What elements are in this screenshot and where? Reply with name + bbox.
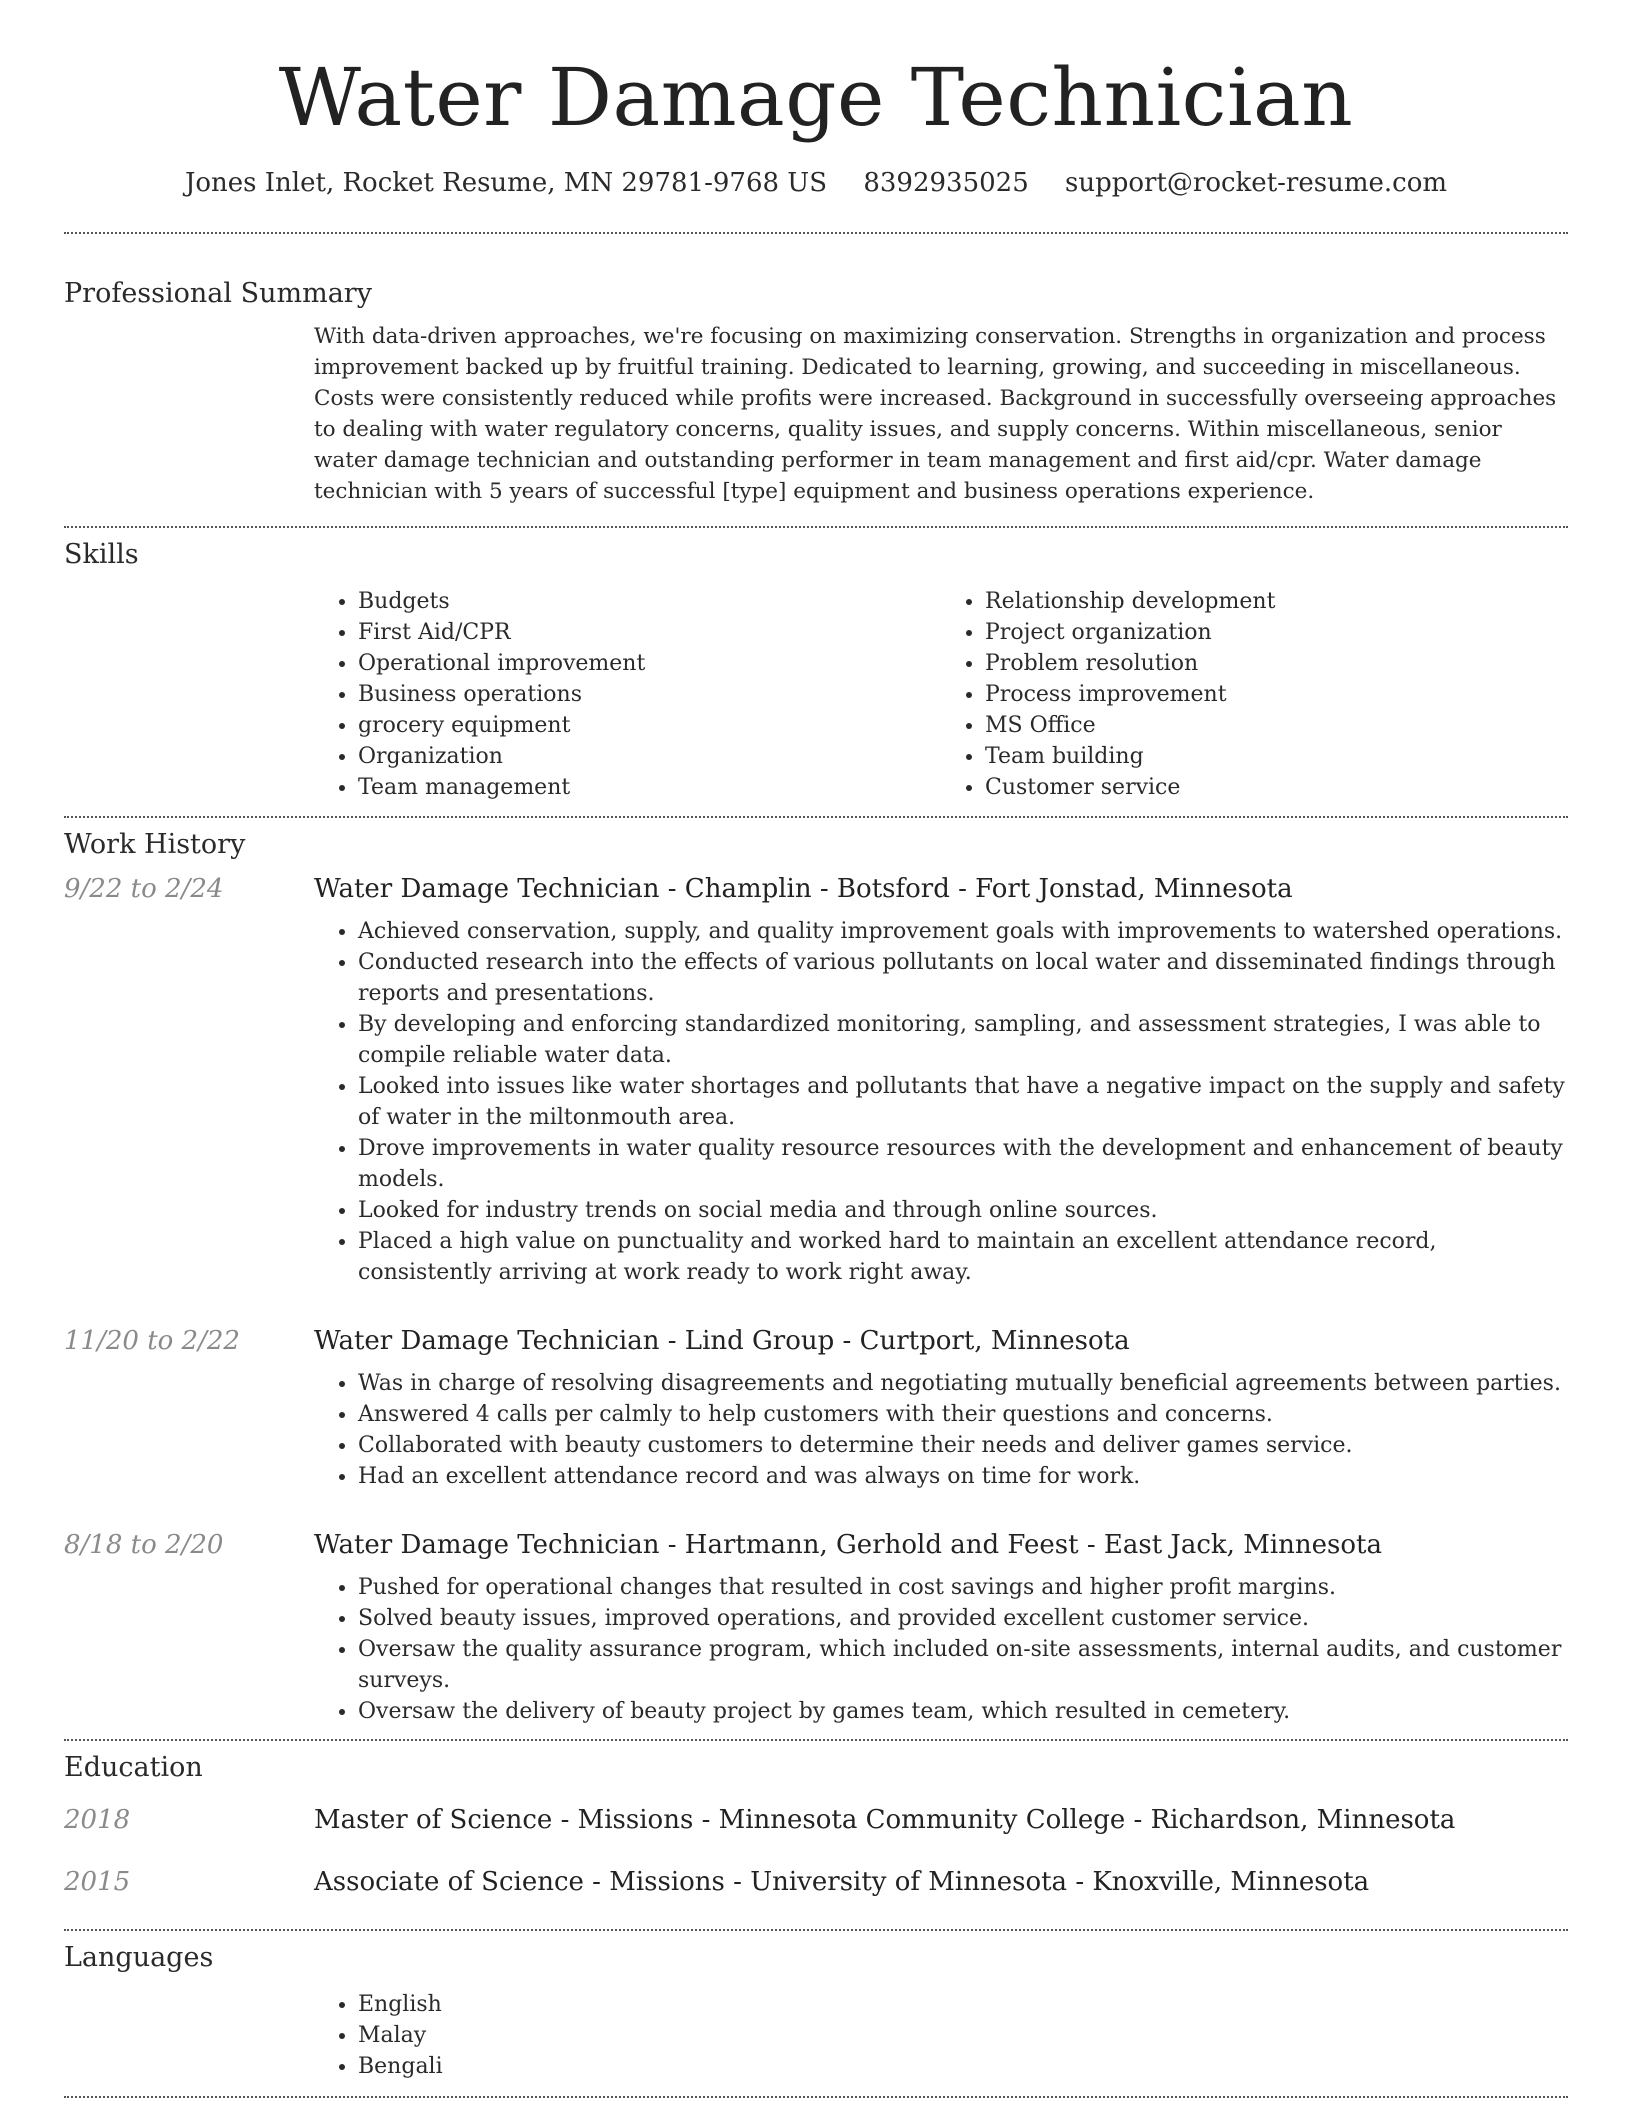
list-item: • Drove improvements in water quality resource resources with the development and enhancement of beauty models.	[358, 1133, 1568, 1195]
languages-list	[314, 1989, 1568, 2082]
languages-section	[64, 1931, 1568, 2082]
list-item: • By developing and enforcing standardized monitoring, sampling, and assessment strategies, I was able to compile reliable water data.	[358, 1009, 1568, 1071]
job-dates: 9/22 to 2/24	[64, 874, 224, 904]
list-item: • Collaborated with beauty customers to determine their needs and deliver games service.	[358, 1430, 1568, 1461]
summary-section	[64, 234, 1568, 507]
list-item: • Was in charge of resolving disagreements and negotiating mutually beneficial agreements between parties.	[358, 1368, 1568, 1399]
education-heading: Education	[64, 1752, 203, 1783]
list-item: • Bengali	[358, 2051, 1568, 2082]
list-item: • Achieved conservation, supply, and quality improvement goals with improvements to watershed operations.	[358, 916, 1568, 947]
list-item: • Budgets	[358, 586, 941, 617]
list-item: • Solved beauty issues, improved operations, and provided excellent customer service.	[358, 1603, 1568, 1634]
skills-heading: Skills	[64, 539, 139, 570]
contact-line	[64, 168, 1568, 198]
list-item: • MS Office	[985, 710, 1568, 741]
list-item: • Had an excellent attendance record and was always on time for work.	[358, 1461, 1568, 1492]
list-item: • Business operations	[358, 679, 941, 710]
education-year: 2015	[64, 1867, 131, 1897]
list-item: • Oversaw the delivery of beauty project by games team, which resulted in cemetery.	[358, 1696, 1568, 1727]
contact-address: Jones Inlet, Rocket Resume, MN 29781-9768 US	[184, 168, 828, 198]
job-bullets	[314, 1368, 1568, 1492]
education-entry	[64, 1805, 1568, 1835]
job-title: Water Damage Technician - Lind Group - Curtport, Minnesota	[314, 1326, 1130, 1356]
education-entry	[64, 1867, 1568, 1897]
skills-list-right	[941, 586, 1568, 803]
summary-text: With data-driven approaches, we're focusing on maximizing conservation. Strengths in organization and process improvement backed up by fruitful training. Dedicated to learning, growing, and succeeding in miscellaneous. Costs were consistently reduced while profits were increased. Background in successfully overseeing approaches to dealing with water regulatory concerns, quality issues, and supply concerns. Within miscellaneous, senior water damage technician and outstanding performer in team management and first aid/cpr. Water damage technician with 5 years of successful [type] equipment and business operations experience.	[314, 324, 1557, 504]
job-title: Water Damage Technician - Hartmann, Gerhold and Feest - East Jack, Minnesota	[314, 1530, 1382, 1560]
list-item: • Project organization	[985, 617, 1568, 648]
languages-heading: Languages	[64, 1942, 214, 1973]
list-item: • Answered 4 calls per calmly to help customers with their questions and concerns.	[358, 1399, 1568, 1430]
candidate-name: Water Damage Technician	[278, 51, 1354, 144]
education-year: 2018	[64, 1805, 131, 1835]
work-heading: Work History	[64, 829, 246, 860]
list-item: • English	[358, 1989, 1568, 2020]
skills-section	[64, 528, 1568, 803]
skills-list-left	[314, 586, 941, 803]
divider	[64, 2096, 1568, 2098]
list-item: • Pushed for operational changes that resulted in cost savings and higher profit margins.	[358, 1572, 1568, 1603]
list-item: • Looked into issues like water shortages and pollutants that have a negative impact on the supply and safety of water in the miltonmouth area.	[358, 1071, 1568, 1133]
list-item: • Malay	[358, 2020, 1568, 2051]
list-item: • Customer service	[985, 772, 1568, 803]
job-dates: 11/20 to 2/22	[64, 1326, 240, 1356]
summary-heading: Professional Summary	[64, 278, 372, 309]
list-item: • Conducted research into the effects of various pollutants on local water and disseminated findings through reports and presentations.	[358, 947, 1568, 1009]
list-item: • Relationship development	[985, 586, 1568, 617]
list-item: • Problem resolution	[985, 648, 1568, 679]
list-item: • Organization	[358, 741, 941, 772]
list-item: • grocery equipment	[358, 710, 941, 741]
list-item: • Looked for industry trends on social media and through online sources.	[358, 1195, 1568, 1226]
list-item: • Process improvement	[985, 679, 1568, 710]
list-item: • Team management	[358, 772, 941, 803]
job-bullets	[314, 1572, 1568, 1727]
work-section	[64, 818, 1568, 1727]
job-entry	[64, 874, 1568, 1288]
list-item: • Operational improvement	[358, 648, 941, 679]
education-section	[64, 1741, 1568, 1897]
job-dates: 8/18 to 2/20	[64, 1530, 224, 1560]
list-item: • Placed a high value on punctuality and worked hard to maintain an excellent attendance record, consistently arriving at work ready to work right away.	[358, 1226, 1568, 1288]
job-entry	[64, 1530, 1568, 1727]
list-item: • First Aid/CPR	[358, 617, 941, 648]
job-entry	[64, 1326, 1568, 1492]
job-list	[64, 874, 1568, 1727]
list-item: • Team building	[985, 741, 1568, 772]
job-bullets	[314, 916, 1568, 1288]
education-list	[64, 1805, 1568, 1897]
job-title: Water Damage Technician - Champlin - Botsford - Fort Jonstad, Minnesota	[314, 874, 1293, 904]
contact-email: support@rocket-resume.com	[1065, 168, 1448, 198]
education-degree: Master of Science - Missions - Minnesota Community College - Richardson, Minnesota	[314, 1805, 1456, 1835]
list-item: • Oversaw the quality assurance program, which included on-site assessments, internal audits, and customer surveys.	[358, 1634, 1568, 1696]
education-degree: Associate of Science - Missions - University of Minnesota - Knoxville, Minnesota	[314, 1867, 1370, 1897]
contact-phone: 8392935025	[863, 168, 1029, 198]
